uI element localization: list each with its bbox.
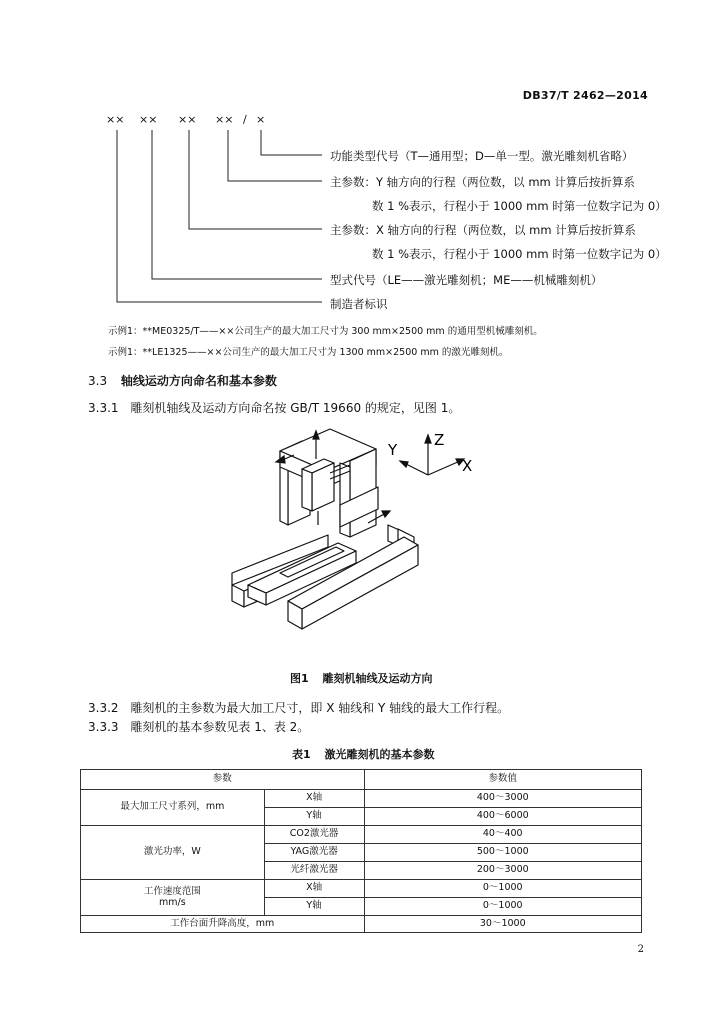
axis-label-z: Z — [434, 431, 445, 449]
row-value: 400～6000 — [364, 808, 642, 826]
row-group-label: 激光功率，W — [81, 826, 265, 880]
desc-x-axis: 主参数：X 轴方向的行程（两位数，以 mm 计算后按折算系 — [330, 223, 636, 237]
example-1: 示例1：**ME0325/T——××公司生产的最大加工尺寸为 300 mm×2500 mm 的通用型机械雕刻机。 — [108, 326, 543, 337]
row-value: 200～3000 — [364, 862, 642, 880]
code-part-3: ×× — [178, 113, 197, 126]
desc-manufacturer: 制造者标识 — [330, 297, 388, 311]
page-number: 2 — [637, 944, 644, 955]
last-row-value: 30～1000 — [364, 916, 642, 933]
figure-number: 图1 — [290, 672, 309, 685]
code-part-1: ×× — [106, 113, 125, 126]
row-group-label-line1: 工作速度范围 — [143, 886, 201, 898]
row-group-label: 最大加工尺寸系列，mm — [81, 790, 265, 826]
example-2: 示例1：**LE1325——××公司生产的最大加工尺寸为 1300 mm×2500 mm 的激光雕刻机。 — [108, 347, 509, 358]
para-text: 雕刻机的基本参数见表 1、表 2。 — [130, 720, 310, 734]
desc-function-type: 功能类型代号（T—通用型；D—单一型。激光雕刻机省略） — [330, 149, 634, 163]
row-value: 0～1000 — [364, 898, 642, 916]
para-number: 3.3.3 — [88, 720, 119, 734]
row-group-label — [81, 880, 265, 916]
row-value: 0～1000 — [364, 880, 642, 898]
table-caption — [292, 746, 435, 762]
code-part-5: × — [256, 113, 266, 126]
row-sub-label: X轴 — [264, 880, 364, 898]
desc-x-axis-cont: 数 1 %表示，行程小于 1000 mm 时第一位数字记为 0） — [372, 247, 667, 261]
section-number: 3.3 — [88, 374, 108, 388]
row-value: 400～3000 — [364, 790, 642, 808]
row-sub-label: X轴 — [264, 790, 364, 808]
paragraph-3-3-3 — [88, 718, 309, 735]
row-sub-label: Y轴 — [264, 808, 364, 826]
row-sub-label: Y轴 — [264, 898, 364, 916]
section-title: 轴线运动方向命名和基本参数 — [120, 374, 277, 388]
para-text: 雕刻机的主参数为最大加工尺寸，即 X 轴线和 Y 轴线的最大工作行程。 — [130, 701, 510, 715]
axis-label-y: Y — [388, 441, 398, 459]
table-header-row — [81, 770, 642, 790]
table-number: 表1 — [292, 748, 311, 761]
para-number: 3.3.2 — [88, 701, 119, 715]
row-value: 40～400 — [364, 826, 642, 844]
desc-y-axis: 主参数：Y 轴方向的行程（两位数，以 mm 计算后按折算系 — [330, 175, 635, 189]
table-row — [81, 916, 642, 933]
table-row — [81, 880, 642, 898]
row-sub-label: YAG激光器 — [264, 844, 364, 862]
header-value: 参数值 — [364, 770, 642, 790]
table-row — [81, 790, 642, 808]
row-sub-label: 光纤激光器 — [264, 862, 364, 880]
desc-y-axis-cont: 数 1 %表示，行程小于 1000 mm 时第一位数字记为 0） — [372, 199, 667, 213]
row-group-label-line2: mm/s — [159, 896, 186, 908]
para-text: 雕刻机轴线及运动方向命名按 GB/T 19660 的规定，见图 1。 — [130, 401, 461, 415]
para-number: 3.3.1 — [88, 401, 119, 415]
table-row — [81, 826, 642, 844]
paragraph-3-3-2 — [88, 699, 509, 716]
header-param: 参数 — [81, 770, 365, 790]
figure-caption — [290, 670, 433, 686]
section-heading — [88, 372, 277, 389]
last-row-label: 工作台面升降高度，mm — [81, 916, 365, 933]
code-part-4: ×× — [215, 113, 234, 126]
row-sub-label: CO2激光器 — [264, 826, 364, 844]
document-number: DB37/T 2462—2014 — [522, 89, 648, 102]
figure-title: 雕刻机轴线及运动方向 — [322, 672, 433, 685]
table-title: 激光雕刻机的基本参数 — [324, 748, 435, 761]
code-part-2: ×× — [139, 113, 158, 126]
row-value: 500～1000 — [364, 844, 642, 862]
parameter-table — [80, 769, 642, 933]
desc-type-code: 型式代号（LE——激光雕刻机；ME——机械雕刻机） — [330, 273, 603, 287]
axis-label-x: X — [462, 457, 473, 475]
code-slash: / — [243, 113, 247, 126]
paragraph-3-3-1 — [88, 399, 460, 416]
engraving-machine-figure — [228, 425, 498, 635]
